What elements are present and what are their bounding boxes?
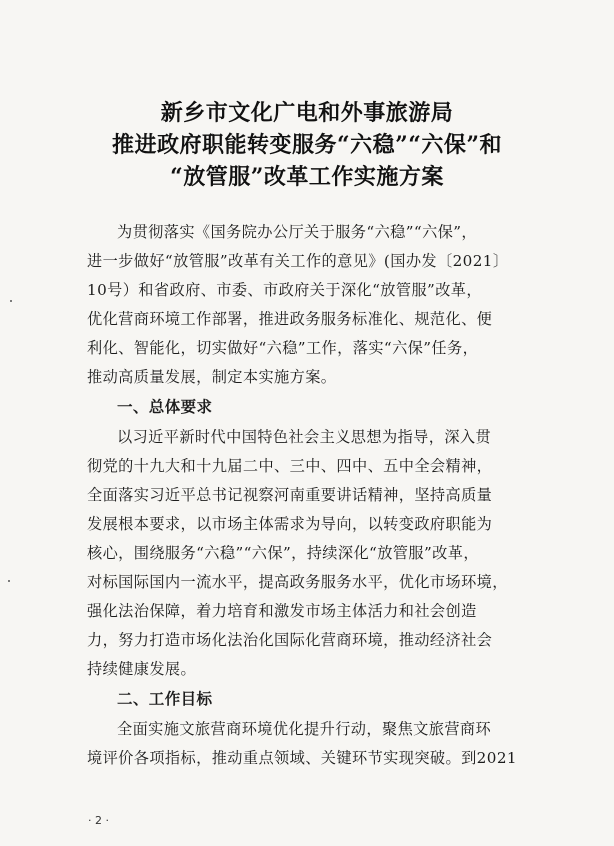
scan-speck xyxy=(8,580,10,582)
section-heading-work-goals: 二、工作目标 xyxy=(117,690,213,708)
paragraph-intro-line: 为贯彻落实《国务院办公厅关于服务“六稳”“六保”， xyxy=(117,223,477,241)
paragraph-requirements-line: 核心，围绕服务“六稳”“六保”，持续深化“放管服”改革， xyxy=(87,544,479,562)
document-title-line-2: 推进政府职能转变服务“六稳”“六保”和 xyxy=(111,132,503,158)
paragraph-requirements-line: 力，努力打造市场化法治化国际化营商环境，推动经济社会 xyxy=(87,631,493,649)
page-number: · 2 · xyxy=(88,814,109,827)
document-title-line-3: “放管服”改革工作实施方案 xyxy=(170,164,444,190)
paragraph-goals-line: 境评价各项指标，推动重点领域、关键环节实现突破。到2021 xyxy=(87,749,517,767)
document-title-line-1: 新乡市文化广电和外事旅游局 xyxy=(160,100,454,126)
paragraph-requirements-line: 以习近平新时代中国特色社会主义思想为指导，深入贯 xyxy=(117,428,492,446)
section-heading-general-requirements: 一、总体要求 xyxy=(117,398,213,416)
paragraph-intro-line: 利化、智能化，切实做好“六稳”工作，落实“六保”任务， xyxy=(87,339,479,357)
scan-speck xyxy=(10,300,12,302)
paragraph-requirements-line: 全面落实习近平总书记视察河南重要讲话精神，坚持高质量 xyxy=(87,486,493,504)
paragraph-intro-line: 优化营商环境工作部署，推进政务服务标准化、规范化、便 xyxy=(87,310,493,328)
paragraph-requirements-line: 对标国际国内一流水平，提高政务服务水平，优化市场环境， xyxy=(87,573,508,591)
paragraph-goals-line: 全面实施文旅营商环境优化提升行动，聚焦文旅营商环 xyxy=(117,720,492,738)
paragraph-requirements-line: 强化法治保障，着力培育和激发市场主体活力和社会创造 xyxy=(87,602,477,620)
paragraph-intro-line: 进一步做好“放管服”改革有关工作的意见》(国办发〔2021〕 xyxy=(87,252,509,270)
paragraph-requirements-line: 彻党的十九大和十九届二中、三中、四中、五中全会精神， xyxy=(87,457,493,475)
paragraph-requirements-line: 发展根本要求，以市场主体需求为导向，以转变政府职能为 xyxy=(87,515,493,533)
paragraph-intro-line: 推动高质量发展，制定本实施方案。 xyxy=(87,368,337,386)
paragraph-intro-line: 10号）和省政府、市委、市政府关于深化“放管服”改革， xyxy=(87,281,482,299)
paragraph-requirements-line: 持续健康发展。 xyxy=(87,660,197,678)
